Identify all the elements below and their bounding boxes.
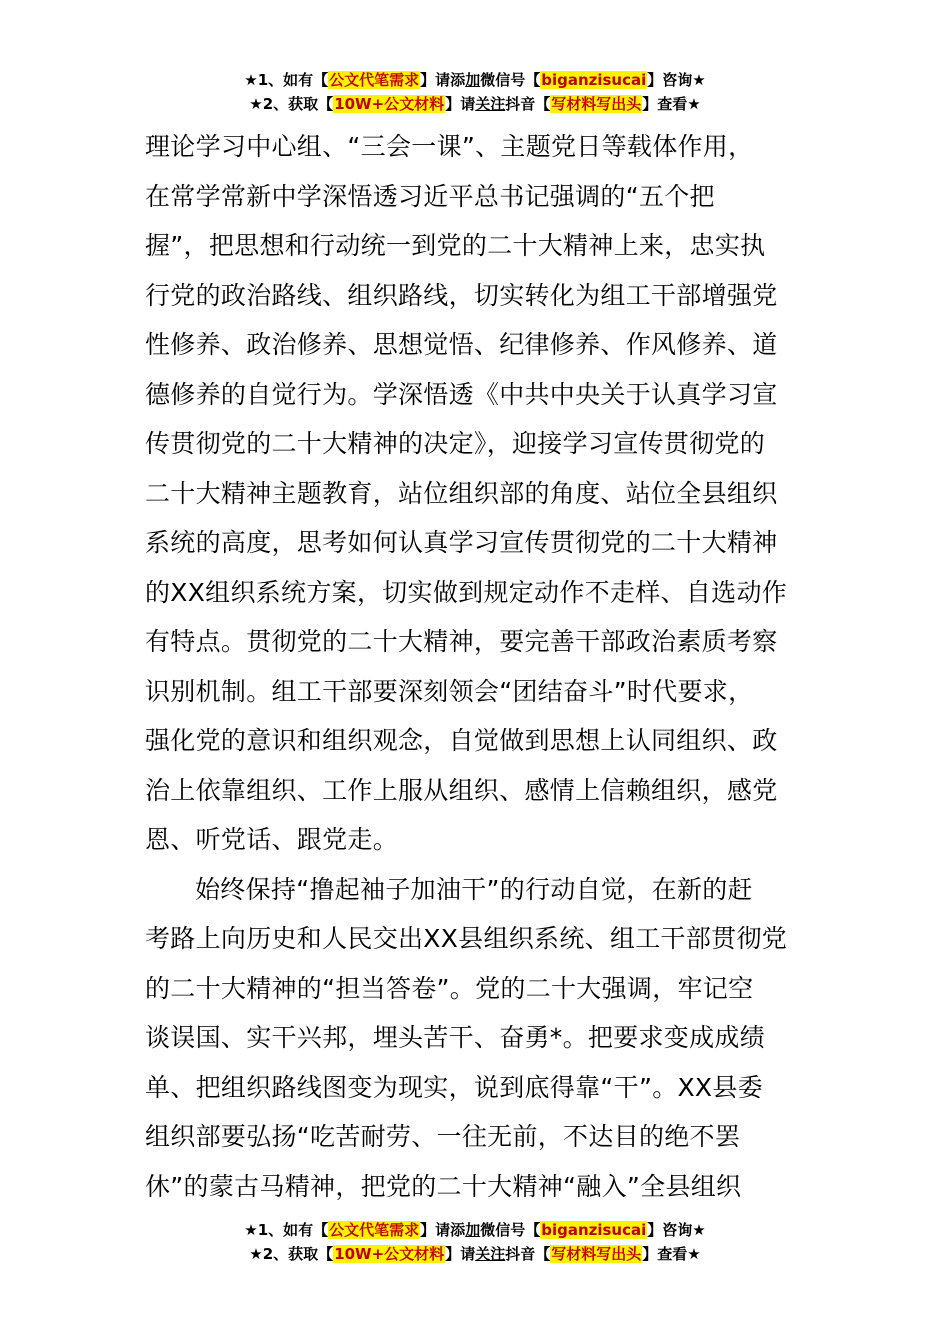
wechat-id-highlight: biganzisucai [541, 71, 647, 89]
promo-highlight: 10W+公文材料 [334, 1245, 445, 1263]
text-line: 恩、听党话、跟党走。 [145, 825, 399, 854]
text-line: 考路上向历史和人民交出XX县组织系统、组工干部贯彻党 [145, 924, 788, 953]
promo-line-1: ★1、如有【公文代笔需求】请添加微信号【biganzisucai】咨询★ [244, 71, 706, 89]
text-line: 强化党的意识和组织观念，自觉做到思想上认同组织、政 [145, 726, 778, 755]
text-line: 组织部要弘扬“吃苦耐劳、一往无前，不达目的绝不罢 [145, 1122, 741, 1151]
text-line: 德修养的自觉行为。学深悟透《中共中央关于认真学习宣 [145, 379, 778, 409]
promo-highlight: 公文代笔需求 [329, 71, 420, 89]
promo-line-2: ★2、获取【10W+公文材料】请关注抖音【写材料写出头】查看★ [249, 95, 701, 113]
text-line: 的XX组织系统方案，切实做到规定动作不走样、自选动作 [145, 577, 788, 607]
header-promo-banner [0, 68, 950, 116]
wechat-id-highlight: biganzisucai [541, 1221, 647, 1239]
footer-promo-banner [0, 1218, 950, 1266]
text-line: 在常学常新中学深悟透习近平总书记强调的“五个把 [145, 181, 715, 211]
text-line: 的二十大精神的“担当答卷”。党的二十大强调，牢记空 [145, 973, 754, 1003]
promo-highlight: 10W+公文材料 [334, 95, 445, 113]
douyin-highlight: 写材料写出头 [551, 95, 642, 113]
promo-line-1: ★1、如有【公文代笔需求】请添加微信号【biganzisucai】咨询★ [244, 1221, 706, 1239]
text-line: 单、把组织路线图变为现实，说到底得靠“干”。XX县委 [145, 1072, 763, 1102]
text-line: 治上依靠组织、工作上服从组织、感情上信赖组织，感党 [145, 775, 778, 805]
text-line: 行党的政治路线、组织路线，切实转化为组工干部增强党 [145, 280, 778, 310]
text-line: 握”，把思想和行动统一到党的二十大精神上来，忠实执 [145, 231, 766, 260]
text-line: 有特点。贯彻党的二十大精神，要完善干部政治素质考察 [145, 627, 778, 656]
document-body [145, 122, 810, 1211]
promo-line-2: ★2、获取【10W+公文材料】请关注抖音【写材料写出头】查看★ [249, 1245, 701, 1263]
promo-highlight: 公文代笔需求 [329, 1221, 420, 1239]
text-line: 系统的高度，思考如何认真学习宣传贯彻党的二十大精神 [145, 528, 778, 557]
paragraph-1 [145, 122, 810, 865]
paragraph-2 [145, 865, 810, 1212]
text-line: 识别机制。组工干部要深刻领会“团结奋斗”时代要求， [145, 676, 754, 706]
text-line: 二十大精神主题教育，站位组织部的角度、站位全县组织 [145, 478, 778, 508]
douyin-highlight: 写材料写出头 [551, 1245, 642, 1263]
text-line: 休”的蒙古马精神，把党的二十大精神“融入”全县组织 [145, 1171, 742, 1201]
text-line: 传贯彻党的二十大精神的决定》，迎接学习宣传贯彻党的 [145, 429, 766, 458]
text-line: 理论学习中心组、“三会一课”、主题党日等载体作用， [145, 132, 754, 161]
text-line: 谈误国、实干兴邦，埋头苦干、奋勇*。把要求变成成绩 [145, 1023, 766, 1052]
text-line: 性修养、政治修养、思想觉悟、纪律修养、作风修养、道 [145, 330, 778, 359]
text-line: 始终保持“撸起袖子加油干”的行动自觉，在新的赶 [195, 874, 753, 904]
